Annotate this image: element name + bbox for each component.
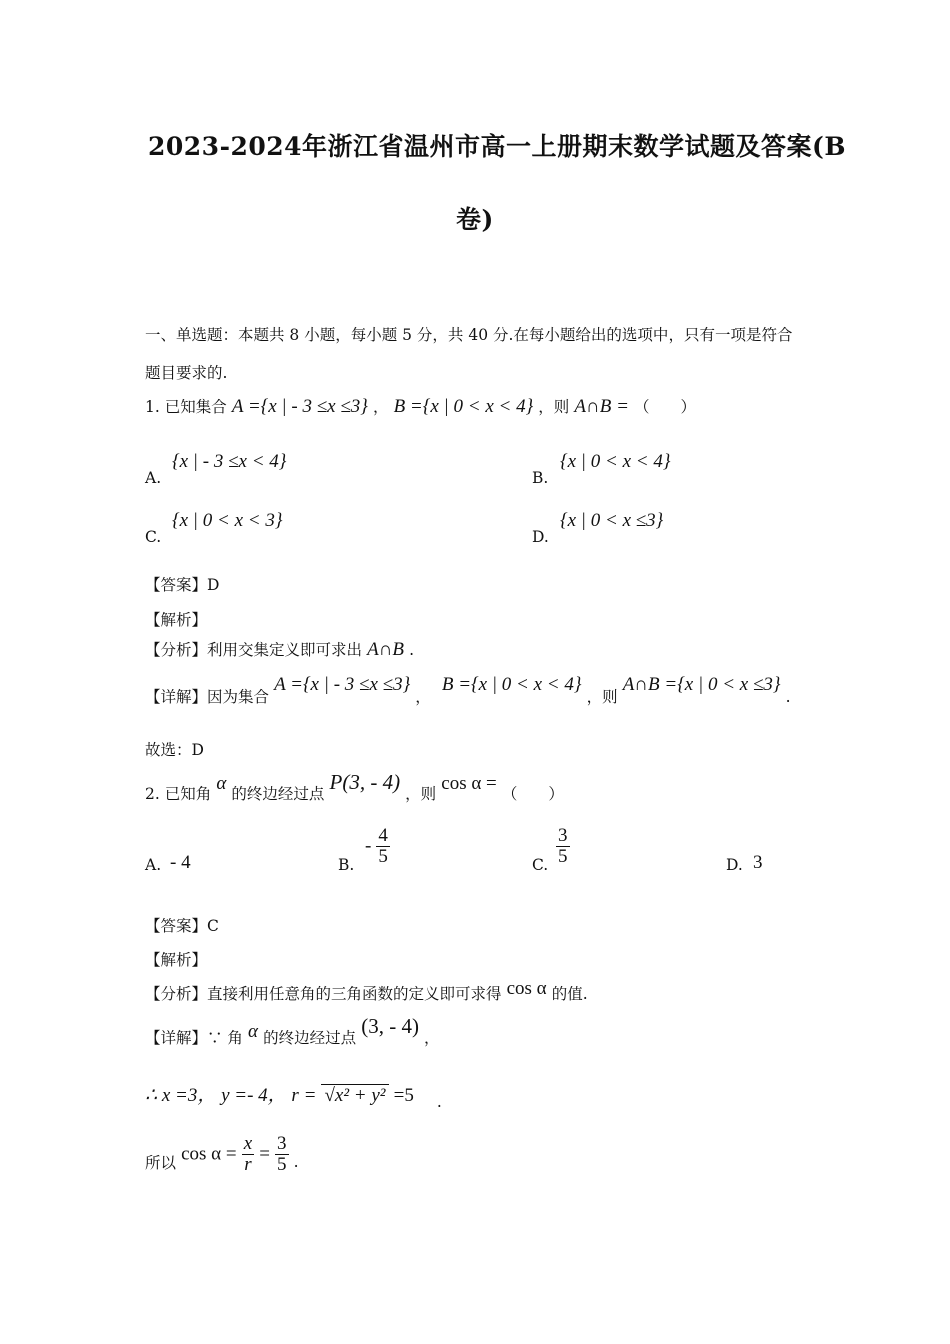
q2-optB-num: 4 <box>378 825 388 846</box>
q1-analysis-end: . <box>409 641 415 659</box>
section-heading-line2: 题目要求的. <box>145 364 228 382</box>
q2-answer: 【答案】C <box>145 917 219 935</box>
q2-paren: （ ） <box>501 785 564 803</box>
q2-prefix: 2. 已知角 <box>145 785 212 803</box>
q2-final-line <box>145 1134 299 1175</box>
q1-detail-prefix: 【详解】因为集合 <box>145 688 270 706</box>
q2-cos-lhs: cos α = <box>181 1143 237 1165</box>
q1-detail <box>145 673 791 706</box>
q1-detail-end: . <box>785 688 791 706</box>
q2-detail-point: (3, - 4) <box>361 1014 419 1038</box>
q1-choose: 故选：D <box>145 741 204 759</box>
q2-final-dot: . <box>293 1153 299 1172</box>
q2-sqrt: √x² + y² <box>321 1084 388 1107</box>
q2-cos: cos α = <box>441 773 497 794</box>
q1-optC-label: C. <box>145 528 162 546</box>
q2-frac2 <box>275 1134 289 1175</box>
q2-optC-den: 5 <box>558 845 568 867</box>
q1-optB: {x | 0 < x < 4} <box>560 451 671 472</box>
q1-analysis-math: A∩B <box>367 639 405 660</box>
q1-setB: B ={x | 0 < x < 4} <box>393 396 534 417</box>
q1-then: ，则 <box>538 398 570 416</box>
q1-detail-then: ，则 <box>586 688 618 706</box>
q2-frac2-num: 3 <box>277 1133 287 1154</box>
q2-detail-mid: 的终边经过点 <box>263 1029 357 1047</box>
q2-optB <box>365 826 390 867</box>
q1-detail-comma: ， <box>415 688 431 706</box>
q1-setA: A ={x | - 3 ≤x ≤3} <box>231 396 368 417</box>
q1-optD-label: D. <box>532 528 549 546</box>
q1-analysis-text: 【分析】利用交集定义即可求出 <box>145 641 363 659</box>
q1-answer: 【答案】D <box>145 576 220 594</box>
q2-detail-end: ， <box>424 1029 440 1047</box>
q2-stem <box>145 770 564 803</box>
q1-optA: {x | - 3 ≤x < 4} <box>172 451 287 472</box>
q1-detail-B: B ={x | 0 < x < 4} <box>441 674 582 695</box>
q2-optB-sign: - <box>365 835 372 857</box>
doc-title-line2: 卷) <box>456 205 494 234</box>
q2-optB-den: 5 <box>378 845 388 867</box>
q2-sqrt-body: x² + y² <box>334 1085 386 1106</box>
q2-frac1-den: r <box>244 1153 252 1175</box>
q2-detail-prefix: 【详解】∵ 角 <box>145 1029 243 1047</box>
q1-stem <box>145 395 696 418</box>
q2-detail-alpha: α <box>248 1021 259 1042</box>
q1-optB-label: B. <box>532 469 549 487</box>
q2-detail <box>145 1014 440 1047</box>
q2-period: . <box>436 1093 442 1111</box>
q2-r-eq: =5 <box>393 1085 414 1106</box>
q2-therefore-line <box>145 1080 442 1111</box>
q2-optB-label: B. <box>338 856 355 874</box>
q2-so: 所以 <box>145 1154 177 1173</box>
q2-optD: 3 <box>753 852 763 873</box>
q2-mid: 的终边经过点 <box>231 785 325 803</box>
q2-frac2-den: 5 <box>277 1153 287 1175</box>
q2-jiexi: 【解析】 <box>145 951 208 969</box>
q2-analysis-math: cos α <box>506 978 547 999</box>
q2-optD-label: D. <box>726 856 743 874</box>
q1-expr: A∩B = <box>574 396 629 417</box>
q2-optC-fraction <box>556 826 570 867</box>
q2-then: ，则 <box>405 785 437 803</box>
q2-frac1-num: x <box>243 1133 253 1154</box>
doc-title-line1: 2023-2024年浙江省温州市高一上册期末数学试题及答案(B <box>148 132 846 161</box>
q1-optC: {x | 0 < x < 3} <box>172 510 283 531</box>
q2-therefore: ∴ x =3， y =- 4， r = <box>145 1085 317 1106</box>
q1-detail-A: A ={x | - 3 ≤x ≤3} <box>274 674 411 695</box>
q1-optA-label: A. <box>145 469 162 487</box>
q1-detail-result: A∩B ={x | 0 < x ≤3} <box>622 674 781 695</box>
q1-optD: {x | 0 < x ≤3} <box>560 510 664 531</box>
q1-comma: ， <box>372 398 389 416</box>
q1-jiexi: 【解析】 <box>145 611 208 629</box>
q2-optC-label: C. <box>532 856 549 874</box>
q2-optC-num: 3 <box>558 825 568 846</box>
q2-eq: = <box>259 1143 270 1165</box>
q2-analysis <box>145 977 588 1003</box>
q1-prefix: 1. 已知集合 <box>145 398 227 416</box>
section-heading-line1: 一、单选题：本题共 8 小题，每小题 5 分，共 40 分.在每小题给出的选项中，只有一项是符合 <box>145 326 793 344</box>
q2-point: P(3, - 4) <box>329 770 401 794</box>
q1-analysis <box>145 638 414 661</box>
q2-optC <box>556 826 570 867</box>
q2-alpha: α <box>216 773 227 794</box>
q2-analysis-end: 的值. <box>551 985 588 1003</box>
q1-paren: （ ） <box>634 398 697 416</box>
q2-optA: - 4 <box>170 852 191 873</box>
q2-frac1 <box>242 1134 254 1175</box>
q2-optA-label: A. <box>145 856 162 874</box>
q2-optB-fraction <box>376 826 390 867</box>
q2-analysis-text: 【分析】直接利用任意角的三角函数的定义即可求得 <box>145 985 502 1003</box>
